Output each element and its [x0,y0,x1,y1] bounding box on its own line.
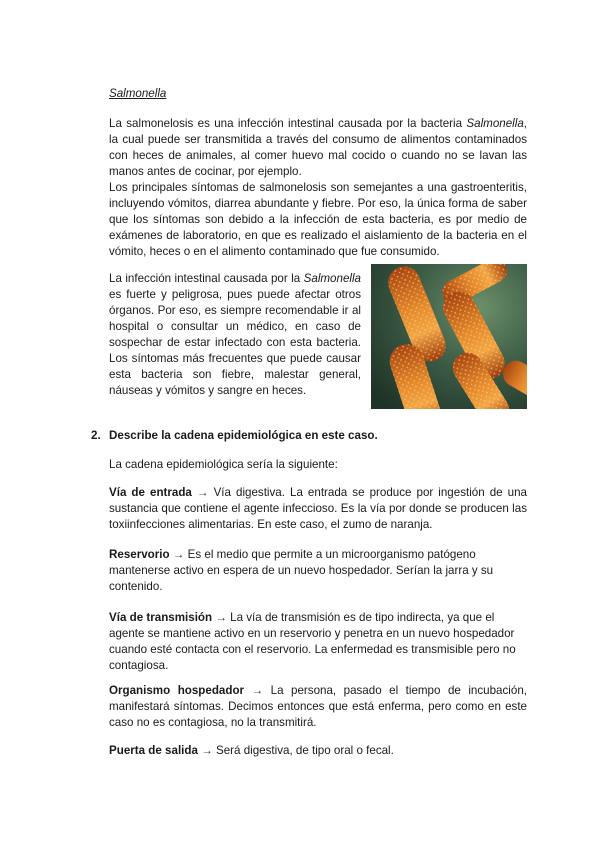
intro-paragraph-1: La salmonelosis es una infección intestinal causada por la bacteria Salmonella, la cual puede ser transmitida a través del consumo de alimentos contaminados con heces de animales, al comer huevo mal cocido o cuando no se lavan las manos antes de cocinar, por ejemplo. [109,117,527,178]
chain-item-reservorio: Reservorio → Es el medio que permite a un microorganismo patógeno mantenerse activo en espera de un nuevo hospedador. Serían la jarra y su contenido. [109,548,494,593]
question-heading: 2. Describe la cadena epidemiológica en este caso. [91,429,378,442]
section-title: Salmonella [109,87,167,100]
chain-intro: La cadena epidemiológica sería la siguiente: [109,458,338,471]
chain-item-entrada: Vía de entrada → Vía digestiva. La entrada se produce por ingestión de una sustancia que contiene el agente infeccioso. Es la vía por donde se producen las toxiinfecciones alimentarias. En este caso, el zumo de naranja. [109,486,527,531]
chain-item-hospedador: Organismo hospedador → La persona, pasado el tiempo de incubación, manifestará síntomas. Decimos entonces que está enferma, pero como en este caso no es contagiosa, no la transmitirá. [109,684,527,729]
intro-paragraph-3: La infección intestinal causada por la Salmonella es fuerte y peligrosa, pues puede afectar otros órganos. Por eso, es siempre recomendable ir al hospital o consultar un médico, en caso de sospechar de estar infectado con esta bacteria. Los síntomas más frecuentes que puede causar esta bacteria son fiebre, malestar general, náuseas y vómitos y sangre en heces. [109,272,361,397]
chain-item-salida: Puerta de salida → Será digestiva, de tipo oral o fecal. [109,744,394,757]
intro-paragraph-2: Los principales síntomas de salmonelosis son semejantes a una gastroenteritis, incluyendo vómitos, diarrea abundante y fiebre. Por eso, la única forma de saber que los síntomas son debido a la infección de esta bacteria, es por medio de exámenes de laboratorio, en que es realizado el aislamiento de la bacteria en el vómito, heces o en el alimento contaminado que fue consumido. [109,181,527,258]
chain-item-transmision: Vía de transmisión → La vía de transmisión es de tipo indirecta, ya que el agente se mantiene activo en un reservorio y penetra en un nuevo hospedador cuando esté contacta con el reservorio. La enfermedad es transmisible pero no contagiosa. [109,611,516,672]
salmonella-bacteria-image [371,264,527,409]
